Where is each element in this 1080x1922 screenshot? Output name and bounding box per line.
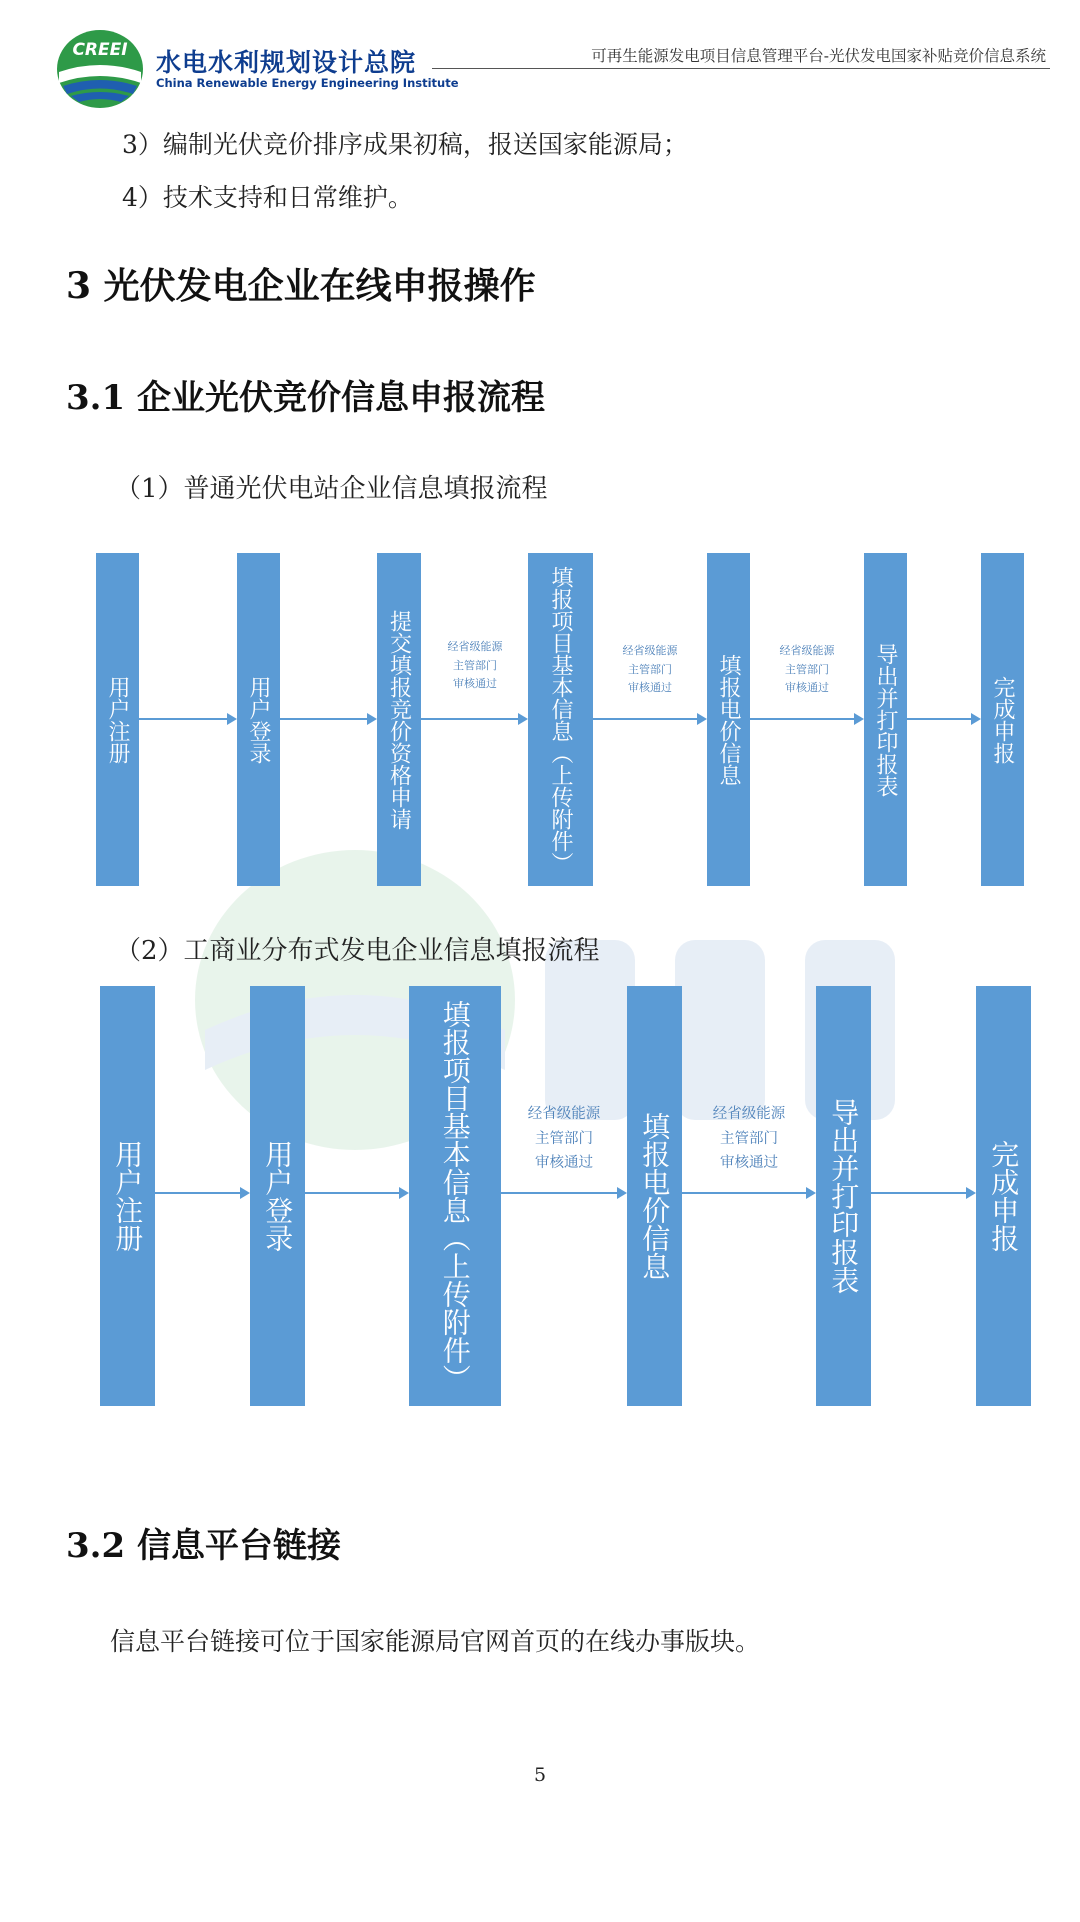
flow2-arrow-4	[682, 1192, 814, 1194]
flow2-arrow-1	[155, 1192, 248, 1194]
flow2-step-register: 用户注册	[100, 986, 155, 1406]
flow2-arrow-4-label-line2: 主管部门	[720, 1130, 778, 1147]
flow1-arrow-2	[280, 718, 375, 720]
logo-text: CREEI	[72, 40, 128, 60]
flow2-arrow-3	[501, 1192, 625, 1194]
flow1-arrow-4	[593, 718, 705, 720]
flow2-step-basic-info: 填报项目基本信息（上传附件）	[409, 986, 501, 1406]
flow1-step-register: 用户注册	[96, 553, 139, 886]
flow1-arrow-3-label	[423, 638, 527, 694]
flow2-arrow-4-label-line1: 经省级能源	[712, 1106, 786, 1122]
flow1-arrow-4-label-line3: 审核通过	[628, 681, 672, 695]
flow1-step-price-info: 填报电价信息	[707, 553, 750, 886]
flow2-arrow-3-label-line2: 主管部门	[535, 1130, 593, 1147]
creei-logo-icon	[55, 28, 145, 110]
flow1-step-login: 用户登录	[237, 553, 280, 886]
flow2-caption: （2）工商业分布式发电企业信息填报流程	[115, 936, 600, 966]
flow1-arrow-4-label	[595, 642, 705, 698]
flow2-arrow-3-label-line3: 审核通过	[535, 1155, 593, 1172]
flow1-arrow-5-label-line2: 主管部门	[785, 662, 829, 676]
flow1-arrow-3-label-line2: 主管部门	[453, 658, 497, 672]
flow2-arrow-3-label-line1: 经省级能源	[527, 1106, 601, 1122]
section-3-2-body: 信息平台链接可位于国家能源局官网首页的在线办事版块。	[110, 1627, 761, 1656]
flow2-arrow-3-label	[503, 1102, 625, 1176]
flow1-step-complete: 完成申报	[981, 553, 1024, 886]
flow2-arrow-4-label-line3: 审核通过	[720, 1155, 778, 1172]
org-name-en: China Renewable Energy Engineering Institute	[156, 76, 459, 90]
flow1-arrow-6	[907, 718, 979, 720]
section-3-2-heading: 3.2 信息平台链接	[66, 1526, 341, 1566]
flow1-step-basic-info: 填报项目基本信息（上传附件）	[528, 553, 593, 886]
page-header	[0, 0, 1080, 115]
flow1-arrow-3-label-line3: 审核通过	[453, 677, 497, 691]
flow1-step-apply: 提交填报竞价资格申请	[377, 553, 421, 886]
flow1-arrow-5-label-line1: 经省级能源	[779, 644, 835, 657]
flow2-step-login: 用户登录	[250, 986, 305, 1406]
org-name-cn: 水电水利规划设计总院	[156, 48, 417, 77]
section-3-heading: 3 光伏发电企业在线申报操作	[66, 265, 536, 307]
intro-item-4: 4）技术支持和日常维护。	[122, 183, 413, 212]
flow1-arrow-5	[750, 718, 862, 720]
intro-item-3: 3）编制光伏竞价排序成果初稿，报送国家能源局；	[122, 130, 688, 159]
section-3-1-heading: 3.1 企业光伏竞价信息申报流程	[66, 378, 545, 418]
flow1-arrow-5-label	[752, 642, 862, 698]
flow2-arrow-2	[305, 1192, 407, 1194]
flow1-caption: （1）普通光伏电站企业信息填报流程	[115, 474, 548, 504]
flow2-arrow-4-label	[684, 1102, 814, 1176]
flow2-step-export: 导出并打印报表	[816, 986, 871, 1406]
flow1-arrow-3-label-line1: 经省级能源	[447, 640, 503, 653]
header-divider	[432, 68, 1050, 69]
flow1-arrow-4-label-line2: 主管部门	[628, 662, 672, 676]
flow2-step-complete: 完成申报	[976, 986, 1031, 1406]
flow1-arrow-1	[139, 718, 235, 720]
flow1-arrow-3	[421, 718, 526, 720]
flow2-step-price-info: 填报电价信息	[627, 986, 682, 1406]
flow1-arrow-5-label-line3: 审核通过	[785, 681, 829, 695]
flow1-arrow-4-label-line1: 经省级能源	[622, 644, 678, 657]
flow1-step-export: 导出并打印报表	[864, 553, 907, 886]
flow2-arrow-5	[871, 1192, 974, 1194]
page-number: 5	[533, 1764, 547, 1786]
header-doc-title: 可再生能源发电项目信息管理平台-光伏发电国家补贴竞价信息系统	[591, 47, 1046, 65]
